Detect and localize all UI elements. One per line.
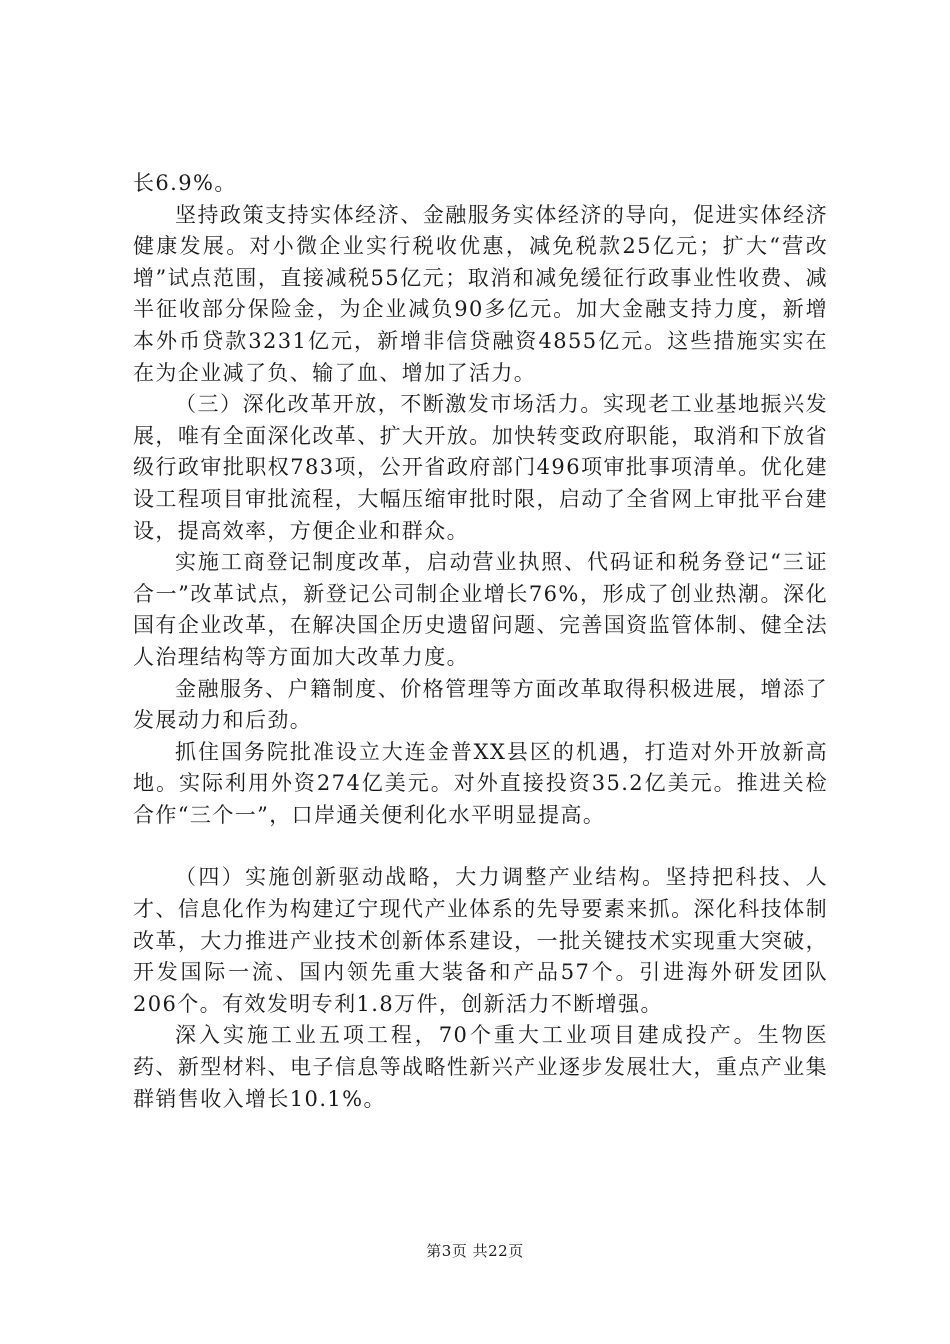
paragraph-opening-up: 抓住国务院批准设立大连金普XX县区的机遇，打造对外开放新高地。实际利用外资274亿美元。对外直接投资35.2亿美元。推进关检合作“三个一”，口岸通关便利化水平明显提高。 xyxy=(133,739,828,827)
paragraph-business-registration: 实施工商登记制度改革，启动营业执照、代码证和税务登记“三证合一”改革试点，新登记公司制企业增长76%，形成了创业热潮。深化国有企业改革，在解决国企历史遗留问题、完善国资监管体制、健全法人治理结构等方面加大改革力度。 xyxy=(133,550,828,669)
document-body xyxy=(133,168,828,1115)
page-number-footer: 第3页 共22页 xyxy=(426,1242,524,1260)
paragraph-financial-services: 金融服务、户籍制度、价格管理等方面改革取得积极进展，增添了发展动力和后劲。 xyxy=(133,676,828,733)
paragraph-reform-opening: （三）深化改革开放，不断激发市场活力。实现老工业基地振兴发展，唯有全面深化改革、扩大开放。加快转变政府职能，取消和下放省级行政审批职权783项，公开省政府部门496项审批事项清单。优化建设工程项目审批流程，大幅压缩审批时限，启动了全省网上审批平台建设，提高效率，方便企业和群众。 xyxy=(133,392,828,543)
paragraph-industrial-projects: 深入实施工业五项工程，70个重大工业项目建成投产。生物医药、新型材料、电子信息等战略性新兴产业逐步发展壮大，重点产业集群销售收入增长10.1%。 xyxy=(133,1023,828,1111)
paragraph-continuation: 长6.9%。 xyxy=(133,171,237,195)
paragraph-innovation-strategy: （四）实施创新驱动战略，大力调整产业结构。坚持把科技、人才、信息化作为构建辽宁现代产业体系的先导要素来抓。深化科技体制改革，大力推进产业技术创新体系建设，一批关键技术实现重大突破，开发国际一流、国内领先重大装备和产品57个。引进海外研发团队206个。有效发明专利1.8万件，创新活力不断增强。 xyxy=(133,865,828,1016)
paragraph-policy-support: 坚持政策支持实体经济、金融服务实体经济的导向，促进实体经济健康发展。对小微企业实行税收优惠，减免税款25亿元；扩大“营改增”试点范围，直接减税55亿元；取消和减免缓征行政事业性收费、减半征收部分保险金，为企业减负90多亿元。加大金融支持力度，新增本外币贷款3231亿元，新增非信贷融资4855亿元。这些措施实实在在为企业减了负、输了血、增加了活力。 xyxy=(133,202,828,385)
